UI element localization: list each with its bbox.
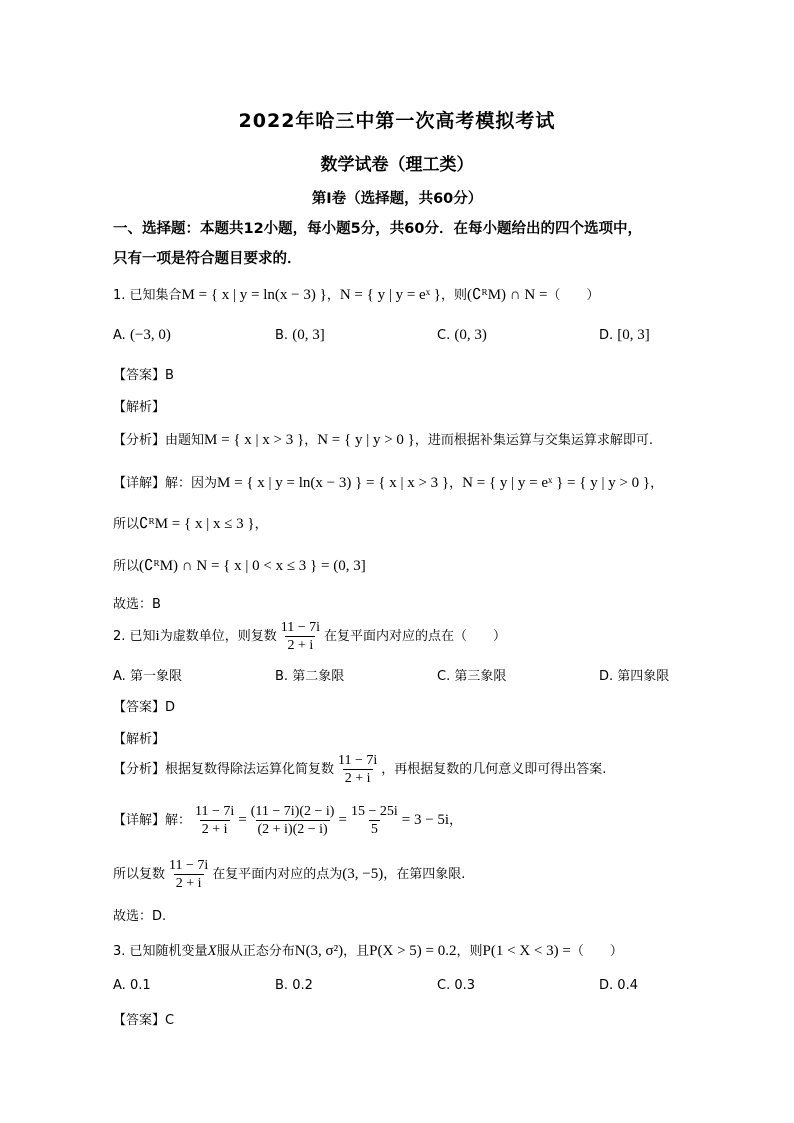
fenxi-set-n: N = { y | y > 0 } bbox=[317, 432, 415, 448]
fraction-numerator: 11 − 7i bbox=[338, 753, 378, 768]
option-letter: C. bbox=[437, 978, 451, 993]
suoyi-text-b: 在复平面内对应的点为 bbox=[212, 867, 343, 882]
q2-analysis-tag: 【解析】 bbox=[113, 732, 166, 747]
q3-option-b bbox=[275, 978, 313, 993]
q1-stem bbox=[113, 284, 599, 304]
option-value: (0, 3) bbox=[454, 327, 487, 343]
suoyi-text: 所以 bbox=[113, 559, 140, 574]
fenxi-text-a: 根据复数得除法运算化简复数 bbox=[165, 762, 335, 777]
answer-value: C bbox=[165, 1013, 175, 1028]
q1-suoyi-2 bbox=[113, 555, 366, 575]
q2-option-a bbox=[113, 665, 182, 684]
xiangjie-end: ， bbox=[449, 813, 463, 828]
answer-value: B bbox=[165, 368, 174, 383]
q1-option-a bbox=[113, 327, 171, 344]
q1-stem-suffix: ，则 bbox=[441, 288, 468, 303]
q3-stem-e: （ ） bbox=[570, 944, 623, 959]
fenxi-text-b: ，再根据复数的几何意义即可得出答案. bbox=[381, 762, 607, 777]
q3-stem-c: ，且 bbox=[343, 944, 370, 959]
q1-option-b bbox=[275, 327, 325, 344]
q3-stem-b: 服从正态分布 bbox=[216, 944, 295, 959]
q2-imag-unit: i bbox=[155, 628, 160, 644]
q3-asked-probability: P(1 < X < 3) = bbox=[482, 943, 571, 959]
q2-stem-b: 为虚数单位，则复数 bbox=[159, 629, 277, 644]
q2-suoyi bbox=[113, 857, 465, 892]
q1-choose: 故选：B bbox=[113, 597, 161, 612]
xiangjie-fraction-2 bbox=[249, 803, 337, 838]
option-value: 0.4 bbox=[617, 978, 638, 993]
fraction-numerator: 11 − 7i bbox=[280, 620, 320, 635]
option-value: 第一象限 bbox=[129, 669, 182, 684]
suoyi-text-c: ，在第四象限. bbox=[383, 867, 466, 882]
fraction-numerator: 15 − 25i bbox=[350, 804, 398, 819]
xiangjie-result: = 3 − 5i bbox=[401, 812, 450, 828]
q2-fraction bbox=[279, 619, 322, 654]
xiangjie-tag: 【详解】 bbox=[113, 813, 166, 828]
section-instructions-line1: 一、选择题：本题共12小题，每小题5分，共60分．在每小题给出的四个选项中， bbox=[113, 221, 642, 237]
suoyi-point: (3, −5) bbox=[342, 866, 384, 882]
q3-stem-a: 3. 已知随机变量 bbox=[113, 944, 208, 959]
q2-stem-a: 2. 已知 bbox=[113, 629, 156, 644]
q3-given-probability: P(X > 5) = 0.2 bbox=[369, 943, 457, 959]
q2-answer bbox=[113, 696, 175, 715]
fraction-numerator: (11 − 7i)(2 − i) bbox=[250, 804, 335, 819]
q1-suoyi-1 bbox=[113, 513, 268, 533]
option-value: 0.1 bbox=[129, 978, 151, 993]
q1-answer bbox=[113, 364, 174, 383]
q2-fenxi bbox=[113, 752, 606, 787]
suoyi-expression: (∁ᴿM) ∩ N = { x | 0 < x ≤ 3 } = (0, 3] bbox=[139, 558, 366, 574]
xiangjie-fraction-1 bbox=[193, 803, 236, 838]
q1-fenxi bbox=[113, 429, 653, 449]
option-letter: D. bbox=[599, 978, 614, 993]
q1-expression: (∁ᴿM) ∩ N = bbox=[467, 287, 548, 303]
q1-xiangjie bbox=[113, 472, 663, 492]
option-letter: A. bbox=[113, 669, 126, 684]
option-value: (0, 3] bbox=[292, 327, 325, 343]
suoyi-text-a: 所以复数 bbox=[113, 867, 166, 882]
q1-option-c bbox=[437, 327, 487, 344]
q3-answer bbox=[113, 1009, 174, 1028]
q3-option-d bbox=[599, 978, 638, 993]
q1-stem-prefix: 1. 已知集合 bbox=[113, 288, 182, 303]
q3-option-a bbox=[113, 978, 151, 993]
xiangjie-tag: 【详解】 bbox=[113, 476, 166, 491]
q2-xiangjie bbox=[113, 803, 462, 838]
fenxi-set-m: M = { x | x > 3 } bbox=[204, 432, 305, 448]
xiangjie-set-n: N = { y | y = eˣ } = { y | y > 0 } bbox=[462, 475, 651, 491]
option-letter: C. bbox=[437, 328, 451, 343]
xiangjie-text-a: 解： bbox=[165, 813, 192, 828]
fenxi-text-a: 由题知 bbox=[165, 433, 205, 448]
q3-variable: X bbox=[207, 943, 217, 959]
answer-tag: 【答案】 bbox=[113, 368, 166, 383]
suoyi-fraction bbox=[167, 857, 210, 892]
q3-stem bbox=[113, 940, 623, 960]
option-letter: B. bbox=[275, 978, 289, 993]
q3-distribution: N(3, σ²) bbox=[294, 943, 344, 959]
xiangjie-text-a: 解：因为 bbox=[165, 476, 218, 491]
option-letter: C. bbox=[437, 669, 451, 684]
option-letter: A. bbox=[113, 328, 126, 343]
fenxi-tag: 【分析】 bbox=[113, 762, 166, 777]
q2-option-b bbox=[275, 665, 344, 684]
q2-option-d bbox=[599, 665, 669, 684]
fenxi-text-b: ，进而根据补集运算与交集运算求解即可. bbox=[414, 433, 654, 448]
option-value: 第二象限 bbox=[292, 669, 345, 684]
exam-subtitle: 数学试卷（理工类） bbox=[320, 155, 474, 175]
xiangjie-sep: ， bbox=[449, 476, 463, 491]
fraction-numerator: 11 − 7i bbox=[169, 858, 209, 873]
equals-sign: = bbox=[338, 812, 347, 828]
suoyi-text: 所以 bbox=[113, 517, 140, 532]
option-value: (−3, 0) bbox=[129, 327, 171, 343]
q1-set-n: N = { y | y = eˣ } bbox=[339, 287, 441, 303]
xiangjie-fraction-3 bbox=[349, 803, 400, 838]
q1-set-m: M = { x | y = ln(x − 3) } bbox=[181, 287, 327, 303]
q2-choose: 故选：D. bbox=[113, 909, 167, 924]
fraction-denominator: 2 + i bbox=[175, 876, 202, 891]
equals-sign: = bbox=[238, 812, 247, 828]
q2-stem-c: 在复平面内对应的点在（ ） bbox=[324, 629, 507, 644]
answer-value: D bbox=[165, 700, 176, 715]
volume-heading: 第Ⅰ卷（选择题，共60分） bbox=[311, 191, 483, 207]
section-instructions-line2: 只有一项是符合题目要求的． bbox=[113, 251, 302, 267]
fraction-numerator: 11 − 7i bbox=[195, 804, 235, 819]
suoyi-end: ， bbox=[254, 517, 268, 532]
answer-tag: 【答案】 bbox=[113, 700, 166, 715]
fraction-denominator: 2 + i bbox=[201, 822, 228, 837]
fraction-denominator: (2 + i)(2 − i) bbox=[257, 822, 328, 837]
fraction-denominator: 2 + i bbox=[344, 771, 371, 786]
q3-option-c bbox=[437, 978, 475, 993]
q1-blank: （ ） bbox=[547, 288, 600, 303]
q1-sep: ， bbox=[326, 288, 340, 303]
option-value: 0.2 bbox=[292, 978, 313, 993]
exam-title: 2022年哈三中第一次高考模拟考试 bbox=[238, 110, 556, 132]
q2-option-c bbox=[437, 665, 506, 684]
fraction-denominator: 5 bbox=[370, 822, 378, 837]
option-letter: D. bbox=[599, 328, 614, 343]
option-value: 第四象限 bbox=[617, 669, 670, 684]
xiangjie-end: ， bbox=[650, 476, 664, 491]
fenxi-sep: ， bbox=[304, 433, 318, 448]
answer-tag: 【答案】 bbox=[113, 1013, 166, 1028]
xiangjie-set-m: M = { x | y = ln(x − 3) } = { x | x > 3 } bbox=[217, 475, 450, 491]
q1-analysis-tag: 【解析】 bbox=[113, 400, 166, 415]
option-value: [0, 3] bbox=[617, 327, 650, 343]
q1-option-d bbox=[599, 327, 650, 344]
option-letter: B. bbox=[275, 669, 289, 684]
option-letter: A. bbox=[113, 978, 126, 993]
q3-stem-d: ，则 bbox=[456, 944, 483, 959]
fenxi-fraction bbox=[336, 752, 379, 787]
option-letter: B. bbox=[275, 328, 289, 343]
fraction-denominator: 2 + i bbox=[287, 638, 314, 653]
option-value: 第三象限 bbox=[454, 669, 507, 684]
suoyi-expression: ∁ᴿM = { x | x ≤ 3 } bbox=[139, 516, 255, 532]
fenxi-tag: 【分析】 bbox=[113, 433, 166, 448]
option-value: 0.3 bbox=[454, 978, 476, 993]
option-letter: D. bbox=[599, 669, 614, 684]
q2-stem bbox=[113, 619, 506, 654]
